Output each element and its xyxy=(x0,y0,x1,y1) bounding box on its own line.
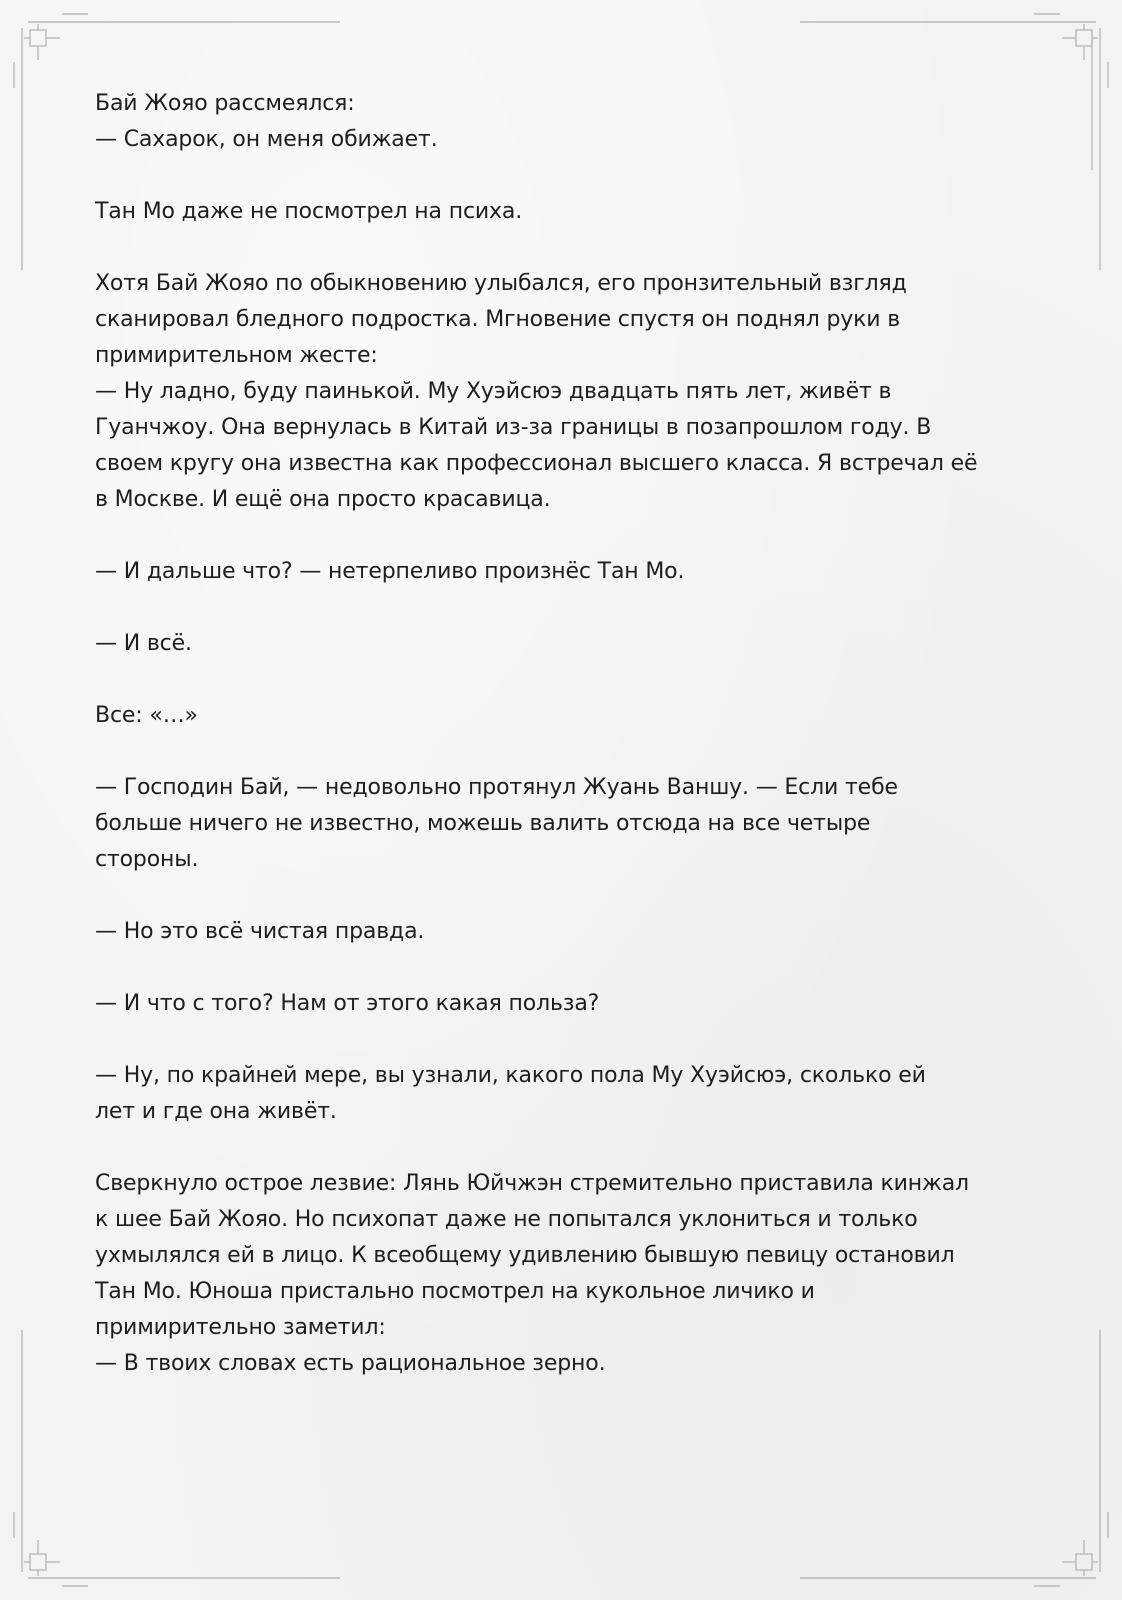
text-line: — Но это всё чистая правда. xyxy=(95,919,425,944)
paragraph xyxy=(95,1058,1035,1130)
text-line: — Сахарок, он меня обижает. xyxy=(95,127,438,152)
text-line: — И всё. xyxy=(95,631,192,656)
paragraph xyxy=(95,626,1035,662)
text-line: примирительном жесте: xyxy=(95,343,378,368)
paragraph xyxy=(95,770,1035,878)
text-line: Все: «…» xyxy=(95,703,198,728)
text-line: ухмылялся ей в лицо. К всеобщему удивлению бывшую певицу остановил xyxy=(95,1243,955,1268)
text-line: — Ну ладно, буду паинькой. Му Хуэйсюэ двадцать пять лет, живёт в xyxy=(95,379,892,404)
text-line: Хотя Бай Жояо по обыкновению улыбался, его пронзительный взгляд xyxy=(95,271,907,296)
paragraph xyxy=(95,194,1035,230)
paragraph xyxy=(95,698,1035,734)
text-line: Бай Жояо рассмеялся: xyxy=(95,91,355,116)
text-line: к шее Бай Жояо. Но психопат даже не попытался уклониться и только xyxy=(95,1207,918,1232)
text-line: — Господин Бай, — недовольно протянул Жуань Ваншу. — Если тебе xyxy=(95,775,898,800)
text-line: своем кругу она известна как профессионал высшего класса. Я встречал её xyxy=(95,451,978,476)
paragraph xyxy=(95,554,1035,590)
text-line: примирительно заметил: xyxy=(95,1315,386,1340)
text-line: Сверкнуло острое лезвие: Лянь Юйчжэн стремительно приставила кинжал xyxy=(95,1171,969,1196)
text-line: Гуанчжоу. Она вернулась в Китай из-за границы в позапрошлом году. В xyxy=(95,415,932,440)
text-line: стороны. xyxy=(95,847,199,872)
text-line: — Ну, по крайней мере, вы узнали, какого пола Му Хуэйсюэ, сколько ей xyxy=(95,1063,926,1088)
text-line: лет и где она живёт. xyxy=(95,1099,337,1124)
paragraph xyxy=(95,86,1035,158)
text-line: сканировал бледного подростка. Мгновение спустя он поднял руки в xyxy=(95,307,901,332)
text-line: Тан Мо даже не посмотрел на психа. xyxy=(95,199,523,224)
text-line: — И что с того? Нам от этого какая польза? xyxy=(95,991,600,1016)
story-text xyxy=(95,86,1035,1418)
paragraph xyxy=(95,914,1035,950)
paragraph xyxy=(95,1166,1035,1382)
text-line: Тан Мо. Юноша пристально посмотрел на кукольное личико и xyxy=(95,1279,815,1304)
paragraph xyxy=(95,986,1035,1022)
text-line: — В твоих словах есть рациональное зерно. xyxy=(95,1351,606,1376)
text-line: больше ничего не известно, можешь валить отсюда на все четыре xyxy=(95,811,871,836)
paragraph xyxy=(95,266,1035,518)
text-line: в Москве. И ещё она просто красавица. xyxy=(95,487,551,512)
text-line: — И дальше что? — нетерпеливо произнёс Тан Мо. xyxy=(95,559,685,584)
